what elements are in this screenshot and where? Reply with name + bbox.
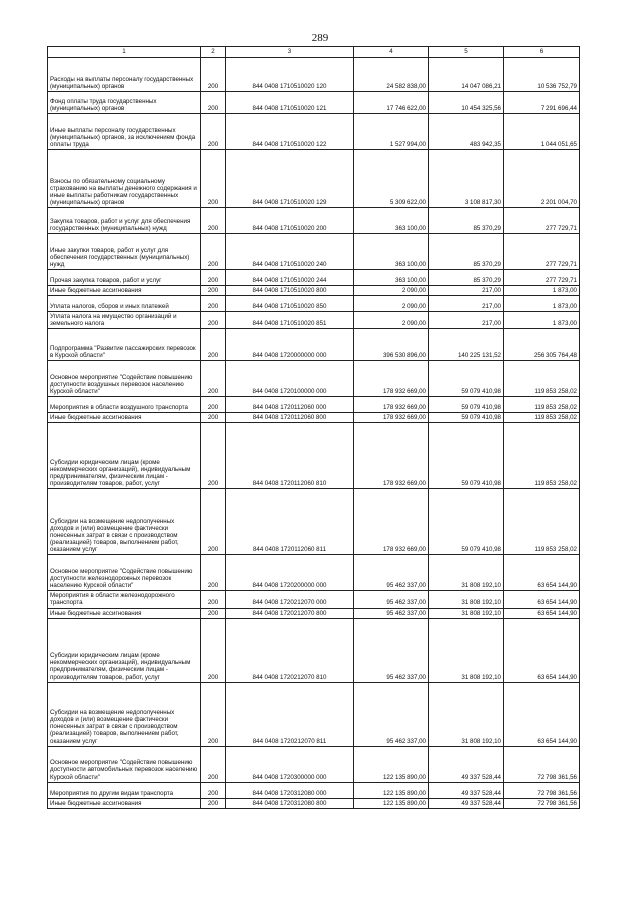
row-unexecuted: 119 853 258,02 bbox=[504, 361, 580, 397]
table-row bbox=[48, 58, 580, 92]
table-row bbox=[48, 270, 580, 286]
row-code: 200 bbox=[201, 208, 226, 234]
row-approved: 122 135 890,00 bbox=[354, 746, 429, 782]
row-classifier: 844 0408 1710510020 244 bbox=[226, 270, 354, 286]
row-unexecuted: 119 853 258,02 bbox=[504, 423, 580, 489]
row-code: 200 bbox=[201, 682, 226, 746]
row-classifier: 844 0408 1720312080 800 bbox=[226, 798, 354, 808]
row-code: 200 bbox=[201, 489, 226, 555]
row-executed: 31 808 192,10 bbox=[429, 591, 504, 608]
row-classifier: 844 0408 1720000000 000 bbox=[226, 329, 354, 361]
row-code: 200 bbox=[201, 312, 226, 329]
row-classifier: 844 0408 1710510020 122 bbox=[226, 114, 354, 150]
row-unexecuted: 277 729,71 bbox=[504, 270, 580, 286]
row-unexecuted: 10 536 752,79 bbox=[504, 58, 580, 92]
row-executed: 85 370,29 bbox=[429, 208, 504, 234]
row-executed: 31 808 192,10 bbox=[429, 618, 504, 682]
row-approved: 5 309 622,00 bbox=[354, 150, 429, 208]
table-row bbox=[48, 312, 580, 329]
row-approved: 2 090,00 bbox=[354, 312, 429, 329]
row-name: Фонд оплаты труда государственных (муниципальных) органов bbox=[48, 92, 201, 114]
row-code: 200 bbox=[201, 782, 226, 798]
table-row bbox=[48, 782, 580, 798]
row-classifier: 844 0408 1720100000 000 bbox=[226, 361, 354, 397]
table-row bbox=[48, 746, 580, 782]
row-name: Взносы по обязательному социальному страхованию на выплаты денежного содержания и иные выплаты работникам государственных (муниципальных) органов bbox=[48, 150, 201, 208]
table-row bbox=[48, 591, 580, 608]
table-row bbox=[48, 682, 580, 746]
row-classifier: 844 0408 1720112060 800 bbox=[226, 413, 354, 423]
row-code: 200 bbox=[201, 397, 226, 413]
row-name: Уплата налога на имущество организаций и земельного налога bbox=[48, 312, 201, 329]
row-executed: 217,00 bbox=[429, 286, 504, 296]
row-executed: 217,00 bbox=[429, 296, 504, 312]
row-name: Прочая закупка товаров, работ и услуг bbox=[48, 270, 201, 286]
row-executed: 59 079 410,98 bbox=[429, 413, 504, 423]
table-row bbox=[48, 286, 580, 296]
table-row bbox=[48, 397, 580, 413]
header-cell: 2 bbox=[201, 47, 226, 58]
row-name: Расходы на выплаты персоналу государственных (муниципальных) органов bbox=[48, 58, 201, 92]
header-row bbox=[48, 47, 580, 58]
row-unexecuted: 119 853 258,02 bbox=[504, 489, 580, 555]
row-name: Подпрограмма "Развитие пассажирских перевозок в Курской области" bbox=[48, 329, 201, 361]
row-approved: 363 100,00 bbox=[354, 234, 429, 270]
table-row bbox=[48, 329, 580, 361]
row-code: 200 bbox=[201, 555, 226, 591]
row-approved: 2 090,00 bbox=[354, 286, 429, 296]
row-classifier: 844 0408 1720112060 810 bbox=[226, 423, 354, 489]
row-executed: 10 454 325,56 bbox=[429, 92, 504, 114]
budget-table bbox=[47, 46, 580, 809]
row-approved: 95 462 337,00 bbox=[354, 555, 429, 591]
row-code: 200 bbox=[201, 423, 226, 489]
row-approved: 24 582 838,00 bbox=[354, 58, 429, 92]
row-executed: 59 079 410,98 bbox=[429, 423, 504, 489]
header-cell: 4 bbox=[354, 47, 429, 58]
row-executed: 85 370,29 bbox=[429, 270, 504, 286]
row-classifier: 844 0408 1710510020 240 bbox=[226, 234, 354, 270]
table-row bbox=[48, 361, 580, 397]
row-classifier: 844 0408 1720212070 810 bbox=[226, 618, 354, 682]
row-code: 200 bbox=[201, 114, 226, 150]
row-code: 200 bbox=[201, 58, 226, 92]
row-approved: 95 462 337,00 bbox=[354, 618, 429, 682]
row-classifier: 844 0408 1720300000 000 bbox=[226, 746, 354, 782]
row-executed: 31 808 192,10 bbox=[429, 608, 504, 618]
table-row bbox=[48, 423, 580, 489]
row-executed: 31 808 192,10 bbox=[429, 682, 504, 746]
row-code: 200 bbox=[201, 746, 226, 782]
row-unexecuted: 7 291 696,44 bbox=[504, 92, 580, 114]
row-classifier: 844 0408 1720312080 000 bbox=[226, 782, 354, 798]
row-executed: 59 079 410,98 bbox=[429, 397, 504, 413]
row-unexecuted: 1 873,00 bbox=[504, 286, 580, 296]
header-cell: 1 bbox=[48, 47, 201, 58]
header-cell: 3 bbox=[226, 47, 354, 58]
row-name: Иные бюджетные ассигнования bbox=[48, 798, 201, 808]
row-code: 200 bbox=[201, 286, 226, 296]
row-unexecuted: 119 853 258,02 bbox=[504, 397, 580, 413]
table-row bbox=[48, 608, 580, 618]
row-code: 200 bbox=[201, 234, 226, 270]
table-row bbox=[48, 296, 580, 312]
row-name: Основное мероприятие "Содействие повышению доступности воздушных перевозок населению Курской области" bbox=[48, 361, 201, 397]
row-approved: 95 462 337,00 bbox=[354, 682, 429, 746]
row-name: Иные бюджетные ассигнования bbox=[48, 286, 201, 296]
row-classifier: 844 0408 1710510020 200 bbox=[226, 208, 354, 234]
row-code: 200 bbox=[201, 150, 226, 208]
row-approved: 178 932 669,00 bbox=[354, 397, 429, 413]
table-row bbox=[48, 150, 580, 208]
row-approved: 178 932 669,00 bbox=[354, 361, 429, 397]
row-name: Основное мероприятие "Содействие повышению доступности железнодорожных перевозок населению Курской области" bbox=[48, 555, 201, 591]
row-classifier: 844 0408 1710510020 120 bbox=[226, 58, 354, 92]
row-executed: 483 942,35 bbox=[429, 114, 504, 150]
header-cell: 6 bbox=[504, 47, 580, 58]
row-unexecuted: 277 729,71 bbox=[504, 208, 580, 234]
row-unexecuted: 277 729,71 bbox=[504, 234, 580, 270]
row-approved: 122 135 890,00 bbox=[354, 798, 429, 808]
header-cell: 5 bbox=[429, 47, 504, 58]
row-name: Субсидии юридическим лицам (кроме некоммерческих организаций), индивидуальным предпринимателям, физическим лицам - производителям товаров, работ, услуг bbox=[48, 423, 201, 489]
row-classifier: 844 0408 1710510020 850 bbox=[226, 296, 354, 312]
row-approved: 178 932 669,00 bbox=[354, 489, 429, 555]
row-unexecuted: 119 853 258,02 bbox=[504, 413, 580, 423]
row-executed: 59 079 410,98 bbox=[429, 361, 504, 397]
row-approved: 95 462 337,00 bbox=[354, 608, 429, 618]
row-approved: 178 932 669,00 bbox=[354, 423, 429, 489]
row-unexecuted: 63 654 144,90 bbox=[504, 555, 580, 591]
row-name: Основное мероприятие "Содействие повышению доступности автомобильных перевозок населению Курской области" bbox=[48, 746, 201, 782]
row-name: Уплата налогов, сборов и иных платежей bbox=[48, 296, 201, 312]
row-unexecuted: 63 654 144,90 bbox=[504, 618, 580, 682]
row-executed: 59 079 410,98 bbox=[429, 489, 504, 555]
row-classifier: 844 0408 1720212070 000 bbox=[226, 591, 354, 608]
row-unexecuted: 63 654 144,90 bbox=[504, 591, 580, 608]
row-name: Иные закупки товаров, работ и услуг для обеспечения государственных (муниципальных) нужд bbox=[48, 234, 201, 270]
row-unexecuted: 72 798 361,56 bbox=[504, 782, 580, 798]
row-code: 200 bbox=[201, 296, 226, 312]
row-approved: 363 100,00 bbox=[354, 208, 429, 234]
row-executed: 85 370,29 bbox=[429, 234, 504, 270]
row-name: Иные выплаты персоналу государственных (муниципальных) органов, за исключением фонда оплаты труда bbox=[48, 114, 201, 150]
row-classifier: 844 0408 1710510020 800 bbox=[226, 286, 354, 296]
row-executed: 3 108 817,30 bbox=[429, 150, 504, 208]
row-code: 200 bbox=[201, 92, 226, 114]
table-row bbox=[48, 208, 580, 234]
row-name: Мероприятия в области железнодорожного транспорта bbox=[48, 591, 201, 608]
row-executed: 14 047 086,21 bbox=[429, 58, 504, 92]
row-classifier: 844 0408 1720212070 811 bbox=[226, 682, 354, 746]
row-unexecuted: 2 201 004,70 bbox=[504, 150, 580, 208]
row-unexecuted: 1 873,00 bbox=[504, 312, 580, 329]
row-unexecuted: 72 798 361,56 bbox=[504, 798, 580, 808]
row-name: Закупка товаров, работ и услуг для обеспечения государственных (муниципальных) нужд bbox=[48, 208, 201, 234]
row-code: 200 bbox=[201, 591, 226, 608]
table-row bbox=[48, 555, 580, 591]
row-code: 200 bbox=[201, 798, 226, 808]
row-classifier: 844 0408 1720112060 811 bbox=[226, 489, 354, 555]
row-executed: 31 808 192,10 bbox=[429, 555, 504, 591]
row-name: Мероприятия по другим видам транспорта bbox=[48, 782, 201, 798]
row-classifier: 844 0408 1720212070 800 bbox=[226, 608, 354, 618]
row-classifier: 844 0408 1710510020 121 bbox=[226, 92, 354, 114]
row-classifier: 844 0408 1710510020 129 bbox=[226, 150, 354, 208]
table-row bbox=[48, 798, 580, 808]
row-approved: 17 746 622,00 bbox=[354, 92, 429, 114]
row-approved: 122 135 890,00 bbox=[354, 782, 429, 798]
row-name: Субсидии юридическим лицам (кроме некоммерческих организаций), индивидуальным предпринимателям, физическим лицам - производителям товаров, работ, услуг bbox=[48, 618, 201, 682]
row-name: Иные бюджетные ассигнования bbox=[48, 608, 201, 618]
row-unexecuted: 256 305 764,48 bbox=[504, 329, 580, 361]
row-unexecuted: 63 654 144,90 bbox=[504, 682, 580, 746]
row-name: Мероприятия в области воздушного транспорта bbox=[48, 397, 201, 413]
table-row bbox=[48, 114, 580, 150]
table-row bbox=[48, 92, 580, 114]
row-unexecuted: 1 873,00 bbox=[504, 296, 580, 312]
row-executed: 49 337 528,44 bbox=[429, 782, 504, 798]
row-code: 200 bbox=[201, 608, 226, 618]
row-code: 200 bbox=[201, 361, 226, 397]
row-executed: 217,00 bbox=[429, 312, 504, 329]
row-classifier: 844 0408 1710510020 851 bbox=[226, 312, 354, 329]
row-code: 200 bbox=[201, 270, 226, 286]
row-executed: 49 337 528,44 bbox=[429, 798, 504, 808]
row-approved: 363 100,00 bbox=[354, 270, 429, 286]
row-executed: 140 225 131,52 bbox=[429, 329, 504, 361]
row-code: 200 bbox=[201, 329, 226, 361]
row-approved: 396 530 896,00 bbox=[354, 329, 429, 361]
row-name: Субсидии на возмещение недополученных доходов и (или) возмещение фактически понесенных затрат в связи с производством (реализацией) товаров, выполнением работ, оказанием услуг bbox=[48, 489, 201, 555]
table-row bbox=[48, 489, 580, 555]
page-number: 289 bbox=[311, 32, 329, 44]
row-unexecuted: 63 654 144,90 bbox=[504, 608, 580, 618]
table-row bbox=[48, 234, 580, 270]
row-classifier: 844 0408 1720200000 000 bbox=[226, 555, 354, 591]
row-classifier: 844 0408 1720112060 000 bbox=[226, 397, 354, 413]
row-executed: 49 337 528,44 bbox=[429, 746, 504, 782]
row-approved: 1 527 994,00 bbox=[354, 114, 429, 150]
table-row bbox=[48, 413, 580, 423]
table-row bbox=[48, 618, 580, 682]
row-code: 200 bbox=[201, 413, 226, 423]
row-name: Субсидии на возмещение недополученных доходов и (или) возмещение фактически понесенных затрат в связи с производством (реализацией) товаров, выполнением работ, оказанием услуг bbox=[48, 682, 201, 746]
row-code: 200 bbox=[201, 618, 226, 682]
row-approved: 178 932 669,00 bbox=[354, 413, 429, 423]
row-approved: 95 462 337,00 bbox=[354, 591, 429, 608]
row-unexecuted: 1 044 051,65 bbox=[504, 114, 580, 150]
row-name: Иные бюджетные ассигнования bbox=[48, 413, 201, 423]
row-unexecuted: 72 798 361,56 bbox=[504, 746, 580, 782]
row-approved: 2 090,00 bbox=[354, 296, 429, 312]
